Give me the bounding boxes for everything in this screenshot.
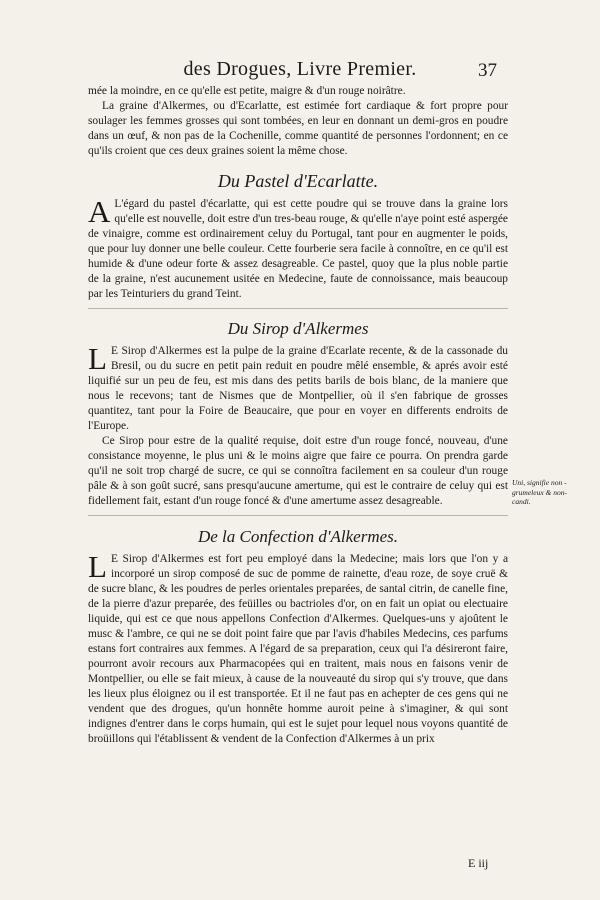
section-pastel-text: L'égard du pastel d'écarlatte, qui est cette poudre qui se trouve dans la graine lors qu'elle est nouvelle, doit estre d'un tres-beau rouge, & qu'elle n'aye point esté aspergée de vinaigre, comme est ordinairement celuy du Portugal, tant pour en augmenter le poids, que pour luy donner une belle couleur. Cette fourberie sera facile à connoître, en ce qu'il est humide & d'une odeur forte & assez desagreable. Ce pastel, quoy que la plus noble partie de la graine, n'est aucunement usitée en Medecine, faute de connoissance, mais beaucoup par les Teinturiers du grand Teint. xyxy=(88,198,508,300)
running-title: des Drogues, Livre Premier. xyxy=(183,58,417,80)
section-title-sirop: Du Sirop d'Alkermes xyxy=(227,319,369,338)
drop-cap: L xyxy=(88,341,107,376)
section-sirop-paragraph xyxy=(88,341,508,434)
drop-cap: L xyxy=(88,549,107,584)
section-divider xyxy=(88,515,508,516)
section-sirop-text: E Sirop d'Alkermes est la pulpe de la graine d'Ecarlate recente, & de la cassonade du Bresil, ou du sucre en petit pain reduit en poudre mêlé ensemble, & aprés avoir esté liquifié sur un peu de feu, est mis dans des petits barils de bois blanc, de la maniere que nous le recevons; tant de Nismes que de Montpellier, où il s'en fabrique de grosses quantitez, tant pour la Foire de Beaucaire, que pour en voyer en differents endroits de l'Europe. xyxy=(88,345,508,432)
intro-paragraph: La graine d'Alkermes, ou d'Ecarlatte, est estimée fort cardiaque & fort propre pour soulager les femmes grosses qui sont tombées, en leur en donnant un demi-gros en poudre dans un œuf, & non pas de la Cochenille, comme quantité de personnes l'ordonnent; en ce qu'ils croient que ces deux graines soient la même chose. xyxy=(88,100,508,157)
section-title-confection: De la Confection d'Alkermes. xyxy=(197,527,399,546)
section-confection-text: E Sirop d'Alkermes est fort peu employé dans la Medecine; mais lors que l'on y a incorporé un sirop composé de suc de pomme de rainette, d'eau roze, de soye cruë & de sucre blanc, & les poudres de perles orientales preparées, de santal citrin, de canelle fine, de la pierre d'azur preparée, des feüilles ou bactrioles d'or, on en fait un opiat ou electuaire liquide, qui est ce que nous appellons Confection d'Alkermes. Quelques-uns y ajoûtent le musc & l'ambre, ce qui ne se doit point faire que par l'avis d'habiles Medecins, ces parfums estans fort contraires aux femmes. A l'égard de sa preparation, ceux qui l'a désireront faire, pourront avoir recours aux Pharmacopées qui en traitent, mais nous en faisons venir de Montpellier, ou elle se fait mieux, à cause de la nouveauté du sirop qui s'y trouve, que dans les lieux plus éloignez ou il est transportée. Et il ne faut pas en achepter de ces gens qui ne vendent que des drogues, qu'un honnête homme auroit peine à s'imaginer, & qui sont indignes d'entrer dans le corps humain, qui est le sujet pour lequel nous voyons quantité de broüillons qui l'établissent & vendent de la Confection d'Alkermes à un prix xyxy=(88,553,508,745)
section-title-pastel: Du Pastel d'Ecarlatte. xyxy=(217,171,379,191)
section-pastel-paragraph xyxy=(88,194,508,302)
section-confection-paragraph xyxy=(88,549,508,747)
signature-mark: E iij xyxy=(468,856,489,870)
section-sirop-paragraph-2: Ce Sirop pour estre de la qualité requise, doit estre d'un rouge foncé, nouveau, d'une consistance moyenne, le plus uni & le moins aigre que faire ce pourra. On prendra garde qu'il ne soit trop chargé de sucre, ce qui se connoîtra facilement en sa couleur d'un rouge pâle & à son goût sucré, sans presqu'aucune amertume, qui est le contraire de celuy qui est fidellement fait, estant d'un rouge foncé & d'une amertume assez desagreable. xyxy=(88,435,508,507)
page-number: 37 xyxy=(478,60,497,81)
intro-paragraph-continued: mée la moindre, en ce qu'elle est petite, maigre & d'un rouge noirâtre. xyxy=(88,85,406,97)
drop-cap: A xyxy=(88,194,111,229)
section-divider xyxy=(88,308,508,309)
page-body xyxy=(88,84,508,747)
margin-note: Uni, signifie non - grumeleux & non-candi. xyxy=(512,478,567,506)
